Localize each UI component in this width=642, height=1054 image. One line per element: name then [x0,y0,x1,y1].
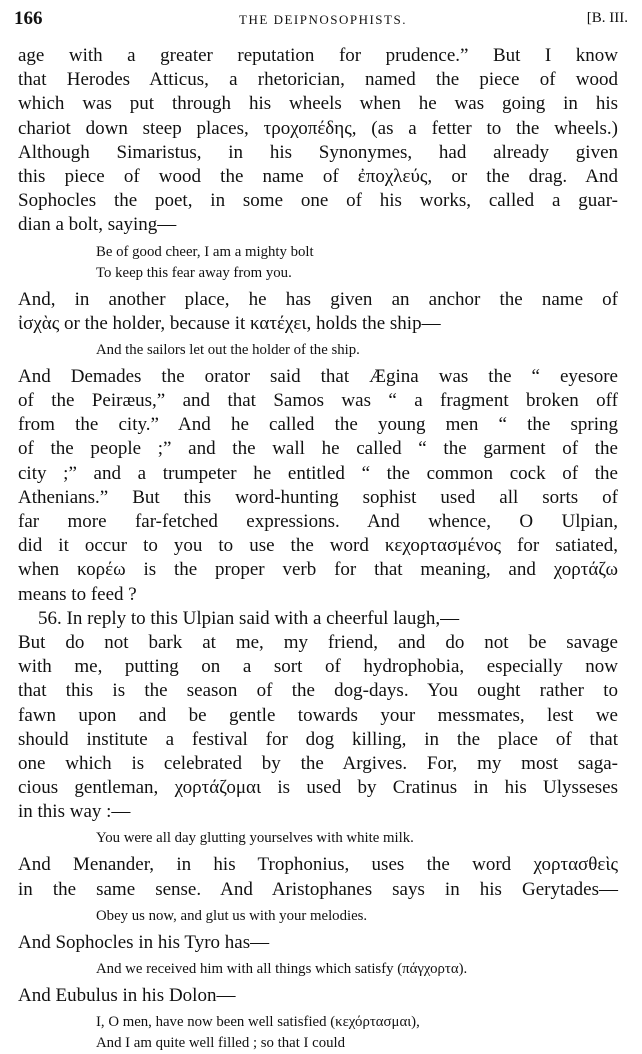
verse-quotation-line: And I am quite well filled ; so that I could [96,1035,346,1052]
page-number: 166 [14,8,43,29]
prose-line: when κορέω is the proper verb for that meaning, and χορτάζω [18,559,618,581]
prose-line: should institute a festival for dog killing, in the place of that [18,728,618,750]
prose-line: And Sophocles in his Tyro has— [18,931,270,953]
prose-line: of the Peiræus,” and that Samos was “ a fragment broken off [18,390,618,412]
prose-line: And Eubulus in his Dolon— [18,985,236,1006]
prose-line: And Menander, in his Trophonius, uses the word χορτασθεὶς [18,854,618,876]
prose-line: dian a bolt, saying— [18,214,177,236]
prose-line: far more far-fetched expressions. And whence, O Ulpian, [18,511,618,532]
prose-line: age with a greater reputation for prudence.” But I know [18,45,618,66]
running-header [14,6,632,36]
prose-line: 56. In reply to this Ulpian said with a cheerful laugh,— [38,607,460,629]
prose-line: And Demades the orator said that Ægina was the “ eyesore [18,365,618,387]
prose-line: one which is celebrated by the Argives. For, my most saga- [18,752,618,774]
prose-line: of the people ;” and the wall he called “ the garment of the [18,438,618,460]
verse-quotation-line: Be of good cheer, I am a mighty bolt [96,243,314,260]
prose-line: in this way :— [18,801,131,823]
prose-line: that this is the season of the dog-days. You ought rather to [18,680,618,702]
prose-line: ἰσχὰς or the holder, because it κατέχει, holds the ship— [18,312,441,334]
prose-line: city ;” and a trumpeter he entitled “ the common cock of the [18,462,618,484]
prose-line: Although Simaristus, in his Synonymes, had already given [18,141,618,163]
prose-line: this piece of wood the name of ἐποχλεύς, or the drag. And [18,165,618,187]
body-text [18,44,618,1054]
prose-line: fawn upon and be gentle towards your messmates, lest we [18,704,618,726]
prose-line: means to feed ? [18,583,137,605]
verse-quotation-line: And the sailors let out the holder of the ship. [96,341,360,358]
running-title: THE DEIPNOSOPHISTS. [239,12,407,27]
prose-line: But do not bark at me, my friend, and do not be savage [18,631,618,653]
prose-line: which was put through his wheels when he was going in his [18,93,618,115]
prose-line: Athenians.” But this word-hunting sophist used all sorts of [18,486,618,508]
verse-quotation-line: To keep this fear away from you. [96,264,292,281]
prose-line: that Herodes Atticus, a rhetorician, named the piece of wood [18,69,618,91]
prose-line: with me, putting on a sort of hydrophobia, especially now [18,656,618,678]
prose-line: Sophocles the poet, in some one of his works, called a guar- [18,190,618,212]
prose-line: chariot down steep places, τροχοπέδης, (as a fetter to the wheels.) [18,117,618,139]
verse-quotation-line: And we received him with all things which satisfy (πάγχορτα). [96,961,468,977]
prose-line: in the same sense. And Aristophanes says in his Gerytades— [18,878,618,900]
prose-line: did it occur to you to use the word κεχορτασμένος for satiated, [18,535,618,557]
verse-quotation-line: Obey us now, and glut us with your melodies. [96,907,368,924]
verse-quotation-line: You were all day glutting yourselves with white milk. [96,830,414,847]
prose-line: And, in another place, he has given an anchor the name of [18,288,618,310]
prose-line: cious gentleman, χορτάζομαι is used by Cratinus in his Ulysseses [18,777,618,799]
verse-quotation-line: I, O men, have now been well satisfied (κεχόρτασμαι), [96,1014,420,1031]
prose-line: from the city.” And he called the young men “ the spring [18,414,618,436]
book-reference: [B. III. [586,10,628,26]
